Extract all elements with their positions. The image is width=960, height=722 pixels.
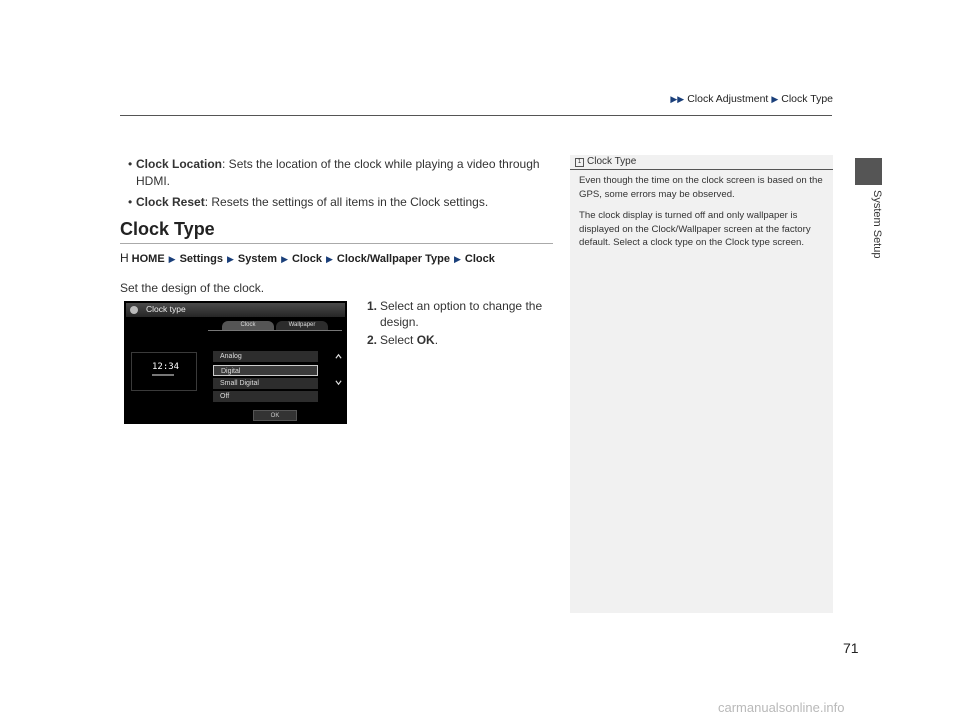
arrow-icon: ▶	[453, 254, 461, 264]
step-2	[367, 332, 557, 348]
page-number: 71	[843, 640, 859, 656]
step-number: 1.	[367, 299, 378, 313]
arrow-icon: ▶	[227, 254, 234, 264]
arrow-icon: ▶	[168, 254, 176, 264]
preview-time: 12:34	[152, 362, 180, 372]
arrow-icon: ▶	[325, 254, 333, 264]
step-number: 2.	[367, 333, 378, 347]
bullet-dot-icon: •	[128, 195, 133, 209]
breadcrumb-item-clock-type: Clock Type	[781, 93, 833, 105]
section-tab-marker	[855, 158, 882, 185]
watermark: carmanualsonline.info	[718, 700, 845, 715]
ok-button[interactable]: OK	[253, 410, 297, 421]
nav-path-item: System	[237, 253, 278, 265]
preview-date-line	[152, 374, 174, 376]
home-icon[interactable]	[130, 306, 138, 314]
title-rule	[120, 243, 553, 244]
clock-preview	[131, 352, 197, 391]
note-header	[570, 156, 833, 167]
bullet-term: Clock Reset	[136, 195, 205, 209]
step-text: Select an option to change the design.	[380, 299, 543, 329]
section-title: Clock Type	[120, 219, 215, 239]
option-off[interactable]: Off	[213, 391, 318, 402]
option-analog[interactable]: Analog	[213, 351, 318, 362]
arrow-icon: ▶	[281, 254, 288, 264]
step-ok-label: OK	[416, 333, 435, 347]
section-tab-label: System Setup	[871, 190, 883, 259]
nav-path-item: Clock/Wallpaper Type	[336, 253, 450, 265]
note-rule	[570, 169, 833, 170]
clock-type-screenshot	[124, 301, 347, 424]
step-1	[367, 298, 557, 330]
bullet-dot-icon: •	[128, 157, 133, 171]
nav-path-item: Clock	[464, 253, 495, 265]
screen-title: Clock type	[146, 304, 186, 314]
option-digital[interactable]: Digital	[213, 365, 318, 376]
note-paragraph: Even though the time on the clock screen is based on the GPS, some errors may be observed.	[579, 175, 823, 200]
tab-underline	[208, 330, 342, 331]
intro-text: Set the design of the clock.	[120, 281, 265, 295]
step-list	[367, 298, 557, 350]
tab-clock[interactable]: Clock	[222, 321, 274, 330]
arrow-icon: ▶	[771, 94, 779, 104]
note-title: Clock Type	[587, 156, 637, 167]
note-body	[579, 174, 827, 258]
home-icon: H	[120, 251, 129, 265]
arrow-icon: ▶▶	[670, 94, 685, 104]
bullet-clock-reset	[128, 194, 543, 211]
nav-path-item: HOME	[131, 253, 165, 265]
chevron-up-icon[interactable]	[335, 353, 342, 360]
bullet-term: Clock Location	[136, 157, 223, 171]
note-paragraph: The clock display is turned off and only wallpaper is displayed on the Clock/Wallpaper screen at the factory default. Select a clock type on the Clock type screen.	[579, 210, 811, 248]
nav-path	[120, 251, 495, 265]
nav-path-item: Clock	[291, 253, 322, 265]
step-text: Select	[380, 333, 417, 347]
chevron-down-icon[interactable]	[335, 379, 342, 386]
tab-wallpaper[interactable]: Wallpaper	[276, 321, 328, 330]
screen-title-bar	[126, 303, 345, 317]
bullet-clock-location	[128, 156, 543, 190]
nav-path-item: Settings	[179, 253, 223, 265]
bullet-list	[128, 156, 543, 215]
reference-icon: 1	[575, 158, 584, 167]
step-text-end: .	[434, 333, 439, 347]
option-small-digital[interactable]: Small Digital	[213, 378, 318, 389]
header-rule	[120, 115, 832, 116]
bullet-text: : Resets the settings of all items in the Clock settings.	[204, 195, 489, 209]
bullet-text: : Sets the location of the clock while playing a video through HDMI.	[136, 157, 540, 188]
breadcrumb	[667, 93, 833, 105]
breadcrumb-item-clock-adjustment: Clock Adjustment	[687, 93, 769, 105]
